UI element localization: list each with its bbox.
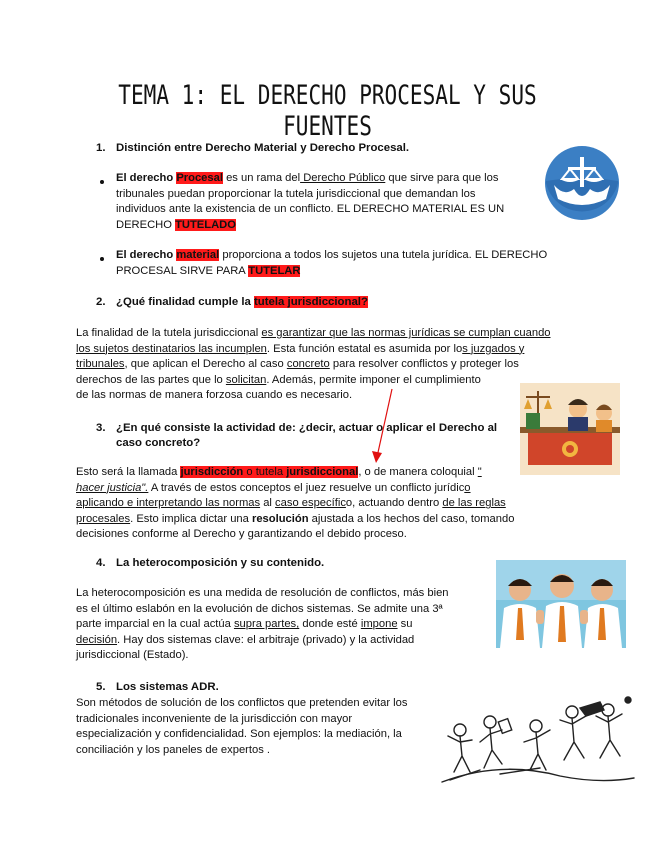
page-title: TEMA 1: EL DERECHO PROCESAL Y SUS FUENTES <box>118 80 537 142</box>
section-4-heading: 4. La heterocomposición y su contenido. <box>96 557 325 569</box>
bullet-2-text: El derecho material proporciona a todos los sujetos una tutela jurídica. EL DERECHO PROCESAL SIRVE PARA TUTELAR <box>116 249 548 277</box>
justice-scales-image <box>544 145 620 221</box>
section-5-heading: 5. Los sistemas ADR. <box>96 681 219 693</box>
bullet-1 <box>100 180 104 184</box>
adr-sketch-image <box>440 690 635 786</box>
bullet-1-text: El derecho Procesal es un rama del Derecho Público que sirve para que los tribunales puedan proporcionar la tutela jurisdiccional que demandan los individuos ante la existencia de un conflicto. EL DERECHO MATERIAL ES UN DERECHO TUTELADO <box>116 172 505 231</box>
section-5-paragraph: Son métodos de solución de los conflictos que pretenden evitar los tradicionales inconveniente de la jurisdicción con mayor especialización y confidencialidad. Son ejemplos: la mediación, la conciliación y los paneles de expertos . <box>76 697 408 756</box>
section-4-paragraph: La heterocomposición es una medida de resolución de conflictos, más bien es el último eslabón en la evolución de dichos sistemas. Se admite una 3ª parte imparcial en la cual actúa supra partes, donde esté impone su decisión. Hay dos sistemas clave: el arbitraje (privado) y la actividad jurisdiccional (Estado). <box>76 587 449 662</box>
section-1-heading: 1. Distinción entre Derecho Material y Derecho Procesal. <box>96 142 410 154</box>
courtroom-image <box>520 383 620 475</box>
section-3-heading: 3. ¿En qué consiste la actividad de: ¿decir, actuar o aplicar el Derecho al caso concreto? <box>96 422 498 449</box>
mediation-people-image <box>496 560 626 648</box>
section-2-paragraph: La finalidad de la tutela jurisdiccional es garantizar que las normas jurídicas se cumplan cuando los sujetos destinatarios las incumplen. Esta función estatal es asumida por los juzgados y tribunales, que aplican el Derecho al caso concreto para resolver conflictos y proteger los derechos de las partes que lo solicitan. Además, permite imponer el cumplimiento de las normas de manera forzosa cuando es necesario. <box>76 327 551 402</box>
link-derecho-publico[interactable]: Derecho Público <box>300 172 386 184</box>
section-3-paragraph: Esto será la llamada jurisdicción o tutela jurisdiccional, o de manera coloquial " hacer justicia". A través de estos conceptos el juez resuelve un conflicto jurídico aplicando e interpretando las normas al caso específico, actuando dentro de las reglas procesales. Esto implica dictar una resolución ajustada a los hechos del caso, tomando decisiones conforme al Derecho y garantizando el debido proceso. <box>76 466 515 541</box>
section-2-heading: 2. ¿Qué finalidad cumple la tutela jurisdiccional? <box>96 296 368 308</box>
bullet-2 <box>100 257 104 261</box>
